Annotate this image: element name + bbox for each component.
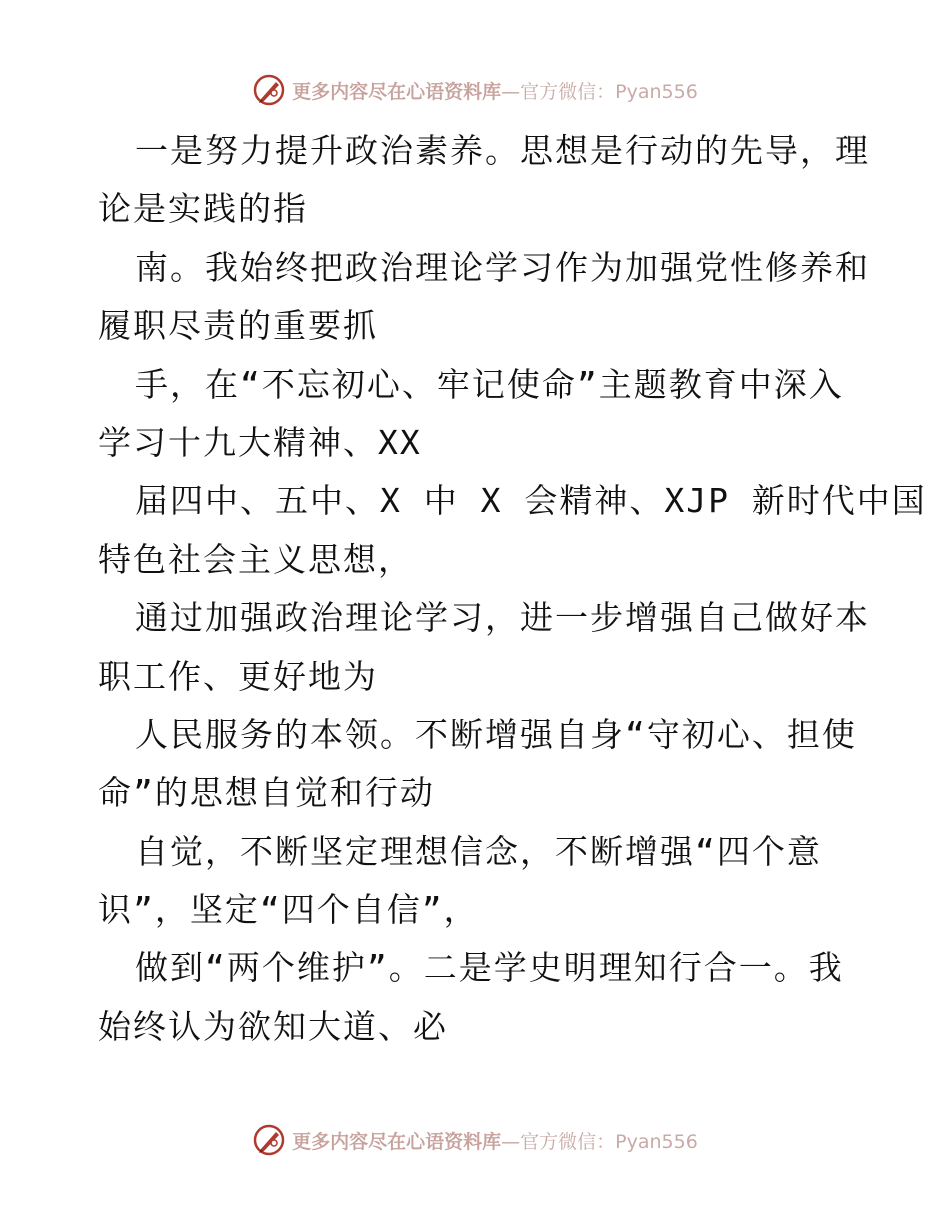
pen-logo-icon [252,73,286,107]
body-line: 通过加强政治理论学习，进一步增强自己做好本 [135,598,870,638]
body-line: 职工作、更好地为 [98,656,378,696]
body-line: 一是努力提升政治素养。思想是行动的先导，理 [135,131,870,170]
body-line: 学习十九大精神、XX [98,422,422,462]
footer-contact: 官方微信：Pyan556 [520,1130,698,1153]
body-line: 届四中、五中、X 中 X 会精神、XJP 新时代中国 [135,481,927,521]
body-line: 南。我始终把政治理论学习作为加强党性修养和 [135,247,870,287]
body-line: 论是实践的指 [98,189,308,229]
body-line: 履职尽责的重要抓 [98,306,378,346]
footer-site-name: 更多内容尽在心语资料库 [292,1130,502,1153]
body-line: 自觉，不断坚定理想信念，不断增强“四个意 [135,831,822,871]
body-line: 手，在“不忘初心、牢记使命”主题教育中深入 [135,364,844,404]
footer-separator: — [501,1130,521,1153]
body-line: 特色社会主义思想， [98,539,413,579]
header-separator: — [501,80,521,103]
body-line: 始终认为欲知大道、必 [98,1006,448,1046]
body-line: 人民服务的本领。不断增强自身“守初心、担使 [135,714,857,754]
body-line: 识”，坚定“四个自信”， [98,890,479,930]
body-line: 做到“两个维护”。二是学史明理知行合一。我 [135,948,844,988]
pen-logo-icon [252,1123,286,1157]
header-banner [0,70,950,110]
footer-banner [0,1120,950,1160]
header-contact: 官方微信：Pyan556 [520,80,698,103]
document-body [98,122,927,1056]
body-line: 命”的思想自觉和行动 [98,773,435,813]
footer-banner-text [292,1127,698,1154]
header-site-name: 更多内容尽在心语资料库 [292,80,502,103]
header-banner-text [292,77,698,104]
